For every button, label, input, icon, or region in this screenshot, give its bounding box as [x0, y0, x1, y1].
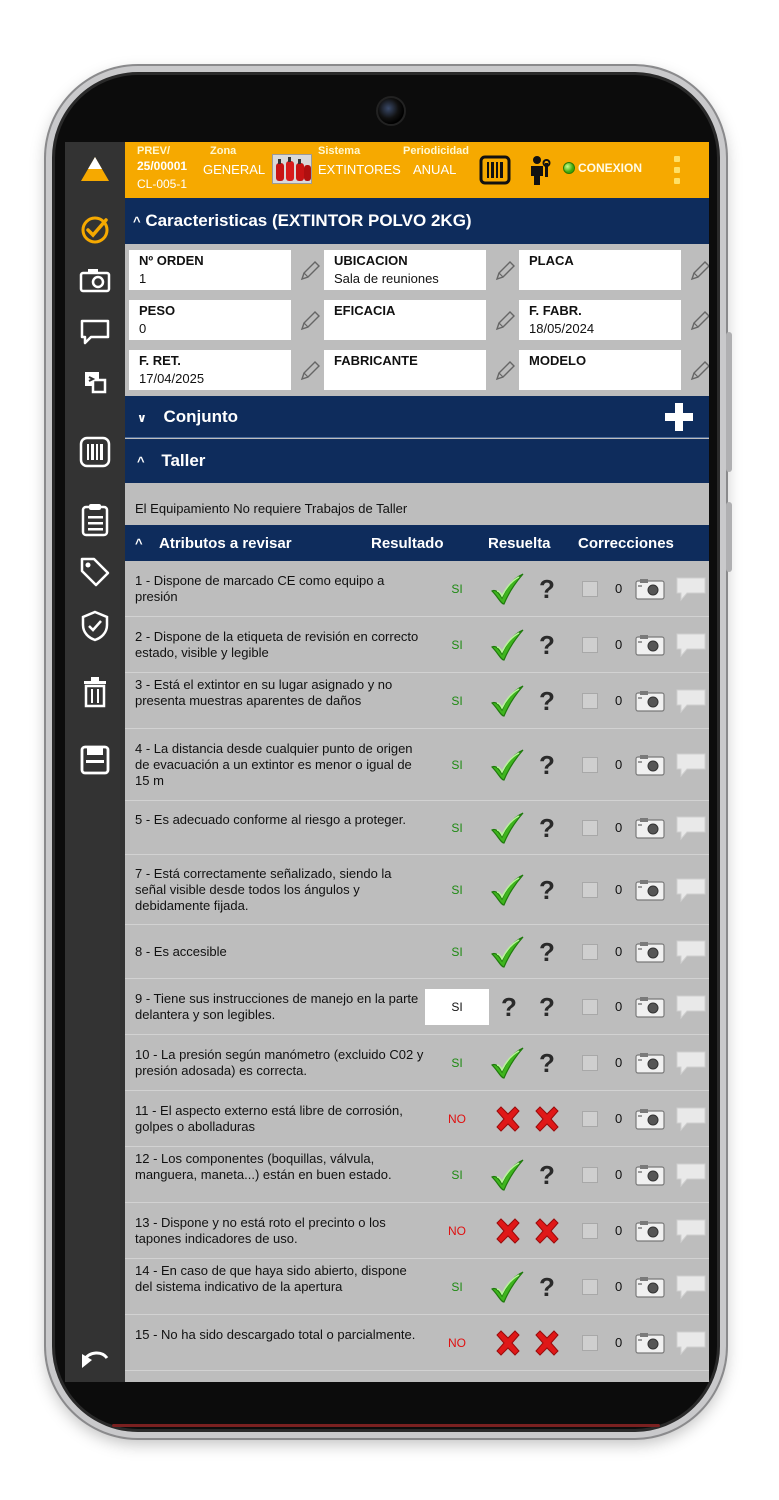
- check-icon[interactable]: [489, 683, 525, 719]
- question-icon[interactable]: [535, 992, 565, 1022]
- photo-camera-icon[interactable]: [635, 1052, 665, 1074]
- photo-camera-icon[interactable]: [635, 1332, 665, 1354]
- correction-checkbox[interactable]: [582, 757, 598, 773]
- resultado-value[interactable]: SI: [451, 582, 463, 596]
- periodicidad-label: Periodicidad: [403, 145, 470, 157]
- attribute-row: [125, 561, 709, 617]
- col-resultado: Resultado: [371, 535, 444, 552]
- barcode-scan-icon[interactable]: [479, 155, 511, 190]
- chevron-down-icon: ∨: [137, 411, 147, 425]
- comment-bubble-icon[interactable]: [675, 1218, 707, 1244]
- resultado-value[interactable]: SI: [451, 1056, 463, 1070]
- atributos-title: Atributos a revisar: [159, 535, 292, 552]
- attribute-row: [125, 617, 709, 673]
- attribute-row: [125, 729, 709, 801]
- svg-text:?: ?: [501, 992, 517, 1022]
- cross-icon[interactable]: [493, 1216, 523, 1246]
- resultado-value[interactable]: SI: [425, 989, 489, 1025]
- correction-checkbox[interactable]: [582, 1335, 598, 1351]
- svg-text:?: ?: [539, 686, 555, 716]
- photo-count: 0: [615, 820, 623, 835]
- photo-count: 0: [615, 1111, 623, 1126]
- photo-count: 0: [615, 637, 623, 652]
- cross-icon[interactable]: [532, 1328, 562, 1358]
- check-icon[interactable]: [489, 872, 525, 908]
- check-icon[interactable]: [489, 810, 525, 846]
- photo-count: 0: [615, 1223, 623, 1238]
- sistema-value: EXTINTORES: [318, 162, 401, 177]
- cross-icon[interactable]: [532, 1216, 562, 1246]
- field-placa[interactable]: [519, 250, 681, 290]
- photo-camera-icon[interactable]: [635, 817, 665, 839]
- comment-bubble-icon[interactable]: [675, 1274, 707, 1300]
- field-label: PLACA: [529, 253, 574, 268]
- resultado-value[interactable]: SI: [451, 1168, 463, 1182]
- check-icon[interactable]: [489, 747, 525, 783]
- field-n-orden[interactable]: [129, 250, 291, 290]
- bezel-accent: [112, 1424, 660, 1427]
- check-icon[interactable]: [489, 1157, 525, 1193]
- app-logo-icon[interactable]: [77, 152, 113, 188]
- tag-icon[interactable]: [77, 554, 113, 590]
- attribute-text: 11 - El aspecto externo está libre de corrosión, golpes o abolladuras: [135, 1103, 403, 1134]
- question-icon[interactable]: [535, 1160, 565, 1190]
- phone-frame: [46, 66, 726, 1438]
- field-f-fabr[interactable]: [519, 300, 681, 340]
- edit-pencil-icon[interactable]: [689, 310, 709, 332]
- photo-count: 0: [615, 944, 623, 959]
- field-label: F. RET.: [139, 353, 181, 368]
- correction-checkbox[interactable]: [582, 1111, 598, 1127]
- comment-bubble-icon[interactable]: [675, 632, 707, 658]
- edit-pencil-icon[interactable]: [494, 360, 516, 382]
- photo-count: 0: [615, 757, 623, 772]
- photo-count: 0: [615, 1335, 623, 1350]
- resultado-value[interactable]: SI: [451, 758, 463, 772]
- svg-text:?: ?: [539, 937, 555, 967]
- add-plus-icon[interactable]: [665, 403, 693, 431]
- photo-camera-icon[interactable]: [635, 1276, 665, 1298]
- caracteristicas-title: Caracteristicas (EXTINTOR POLVO 2KG): [145, 211, 472, 230]
- attribute-row: [125, 1091, 709, 1147]
- svg-text:?: ?: [539, 875, 555, 905]
- attribute-row: [125, 1035, 709, 1091]
- taller-title: Taller: [161, 451, 206, 470]
- resultado-value[interactable]: NO: [448, 1112, 466, 1126]
- question-icon[interactable]: [535, 1272, 565, 1302]
- app-screen: [65, 142, 709, 1382]
- attribute-row: [125, 855, 709, 925]
- attribute-text: 3 - Está el extintor en su lugar asignado y no presenta muestras aparentes de daños: [135, 677, 393, 708]
- field-value: Sala de reuniones: [334, 271, 439, 286]
- field-f-ret[interactable]: [129, 350, 291, 390]
- photo-camera-icon[interactable]: [635, 1220, 665, 1242]
- technician-icon[interactable]: [527, 154, 551, 191]
- question-icon[interactable]: [535, 937, 565, 967]
- resultado-value[interactable]: SI: [451, 945, 463, 959]
- attribute-text: 12 - Los componentes (boquillas, válvula, manguera, maneta...) están en buen estado.: [135, 1151, 392, 1182]
- photo-camera-icon[interactable]: [635, 634, 665, 656]
- attribute-row: [125, 925, 709, 979]
- correction-checkbox[interactable]: [582, 637, 598, 653]
- camera-icon[interactable]: [77, 262, 113, 298]
- comment-bubble-icon[interactable]: [675, 752, 707, 778]
- attribute-row: [125, 1203, 709, 1259]
- svg-text:?: ?: [539, 992, 555, 1022]
- field-modelo[interactable]: [519, 350, 681, 390]
- volume-button: [726, 332, 732, 472]
- question-icon[interactable]: [535, 875, 565, 905]
- attribute-row: [125, 979, 709, 1035]
- svg-text:?: ?: [539, 1048, 555, 1078]
- check-icon[interactable]: [489, 1269, 525, 1305]
- edit-pencil-icon[interactable]: [299, 310, 321, 332]
- taller-header[interactable]: [125, 439, 709, 483]
- resultado-value[interactable]: SI: [451, 1280, 463, 1294]
- field-value: 18/05/2024: [529, 321, 595, 336]
- photo-camera-icon[interactable]: [635, 879, 665, 901]
- correction-checkbox[interactable]: [582, 1167, 598, 1183]
- clipboard-list-icon[interactable]: [77, 502, 113, 538]
- top-bar: [125, 142, 709, 198]
- photo-camera-icon[interactable]: [635, 996, 665, 1018]
- comment-icon[interactable]: [77, 314, 113, 350]
- conjunto-title: Conjunto: [163, 407, 239, 426]
- field-value: 0: [139, 321, 147, 336]
- svg-text:?: ?: [539, 1272, 555, 1302]
- attribute-text: 4 - La distancia desde cualquier punto de origen de evacuación a un extintor es menor o igual de 15 m: [135, 741, 413, 788]
- svg-text:?: ?: [539, 574, 555, 604]
- save-icon[interactable]: [77, 742, 113, 778]
- attribute-text: 15 - No ha sido descargado total o parcialmente.: [135, 1327, 416, 1342]
- resultado-value[interactable]: NO: [448, 1224, 466, 1238]
- code-label: PREV/: [137, 145, 171, 157]
- field-fabricante[interactable]: [324, 350, 486, 390]
- question-icon[interactable]: [497, 992, 527, 1022]
- code-sub: CL-005-1: [137, 177, 188, 191]
- resultado-value[interactable]: SI: [451, 638, 463, 652]
- field-label: EFICACIA: [334, 303, 396, 318]
- field-label: MODELO: [529, 353, 587, 368]
- edit-pencil-icon[interactable]: [689, 260, 709, 282]
- photo-camera-icon[interactable]: [635, 1164, 665, 1186]
- correction-checkbox[interactable]: [582, 882, 598, 898]
- field-label: F. FABR.: [529, 303, 582, 318]
- question-icon[interactable]: [535, 1048, 565, 1078]
- correction-checkbox[interactable]: [582, 581, 598, 597]
- svg-text:?: ?: [539, 750, 555, 780]
- zona-value: GENERAL: [203, 162, 266, 177]
- attribute-row: [125, 801, 709, 855]
- question-icon[interactable]: [535, 750, 565, 780]
- comment-bubble-icon[interactable]: [675, 576, 707, 602]
- cross-icon[interactable]: [493, 1328, 523, 1358]
- svg-text:?: ?: [539, 813, 555, 843]
- check-icon[interactable]: [489, 571, 525, 607]
- attribute-row: [125, 1259, 709, 1315]
- correction-checkbox[interactable]: [582, 999, 598, 1015]
- transfer-icon[interactable]: [77, 364, 113, 400]
- edit-pencil-icon[interactable]: [494, 310, 516, 332]
- attribute-text: 9 - Tiene sus instrucciones de manejo en la parte delantera y son legibles.: [135, 991, 419, 1022]
- comment-bubble-icon[interactable]: [675, 877, 707, 903]
- attribute-text: 2 - Dispone de la etiqueta de revisión en correcto estado, visible y legible: [135, 629, 419, 660]
- question-icon[interactable]: [535, 574, 565, 604]
- sidebar: [65, 142, 125, 1382]
- comment-bubble-icon[interactable]: [675, 939, 707, 965]
- photo-camera-icon[interactable]: [635, 578, 665, 600]
- photo-camera-icon[interactable]: [635, 941, 665, 963]
- photo-count: 0: [615, 882, 623, 897]
- cross-icon[interactable]: [532, 1104, 562, 1134]
- comment-bubble-icon[interactable]: [675, 994, 707, 1020]
- attribute-row: [125, 1315, 709, 1371]
- comment-bubble-icon[interactable]: [675, 815, 707, 841]
- extinguisher-system-image: [272, 154, 312, 184]
- caracteristicas-header[interactable]: [125, 198, 709, 244]
- comment-bubble-icon[interactable]: [675, 688, 707, 714]
- photo-camera-icon[interactable]: [635, 754, 665, 776]
- attribute-text: 7 - Está correctamente señalizado, siendo la señal visible desde todos los ángulos y debidamente fijada.: [135, 866, 392, 913]
- photo-camera-icon[interactable]: [635, 690, 665, 712]
- correction-checkbox[interactable]: [582, 944, 598, 960]
- resultado-value[interactable]: SI: [451, 883, 463, 897]
- comment-bubble-icon[interactable]: [675, 1330, 707, 1356]
- photo-count: 0: [615, 693, 623, 708]
- correction-checkbox[interactable]: [582, 820, 598, 836]
- edit-pencil-icon[interactable]: [299, 360, 321, 382]
- chevron-up-icon: ^: [135, 536, 143, 551]
- question-icon[interactable]: [535, 686, 565, 716]
- comment-bubble-icon[interactable]: [675, 1162, 707, 1188]
- back-arrow-icon[interactable]: [77, 1342, 113, 1378]
- resultado-value[interactable]: SI: [451, 694, 463, 708]
- shield-check-icon[interactable]: [77, 608, 113, 644]
- col-correcciones: Correcciones: [578, 535, 674, 552]
- svg-text:?: ?: [539, 1160, 555, 1190]
- resultado-value[interactable]: SI: [451, 821, 463, 835]
- field-eficacia[interactable]: [324, 300, 486, 340]
- field-label: FABRICANTE: [334, 353, 418, 368]
- cross-icon[interactable]: [493, 1104, 523, 1134]
- field-ubicacion[interactable]: [324, 250, 486, 290]
- barcode-icon[interactable]: [77, 434, 113, 470]
- attribute-text: 14 - En caso de que haya sido abierto, dispone del sistema indicativo de la apertura: [135, 1263, 407, 1294]
- photo-count: 0: [615, 1167, 623, 1182]
- photo-camera-icon[interactable]: [635, 1108, 665, 1130]
- attribute-text: 10 - La presión según manómetro (excluido C02 y presión adosada) es correcta.: [135, 1047, 424, 1078]
- field-label: UBICACION: [334, 253, 408, 268]
- field-value: 1: [139, 271, 147, 286]
- power-button: [726, 502, 732, 572]
- correction-checkbox[interactable]: [582, 1055, 598, 1071]
- edit-pencil-icon[interactable]: [689, 360, 709, 382]
- conjunto-header[interactable]: [125, 396, 709, 438]
- trash-icon[interactable]: [77, 674, 113, 710]
- attribute-text: 8 - Es accesible: [135, 944, 227, 959]
- field-value: 17/04/2025: [139, 371, 205, 386]
- attribute-text: 1 - Dispone de marcado CE como equipo a presión: [135, 573, 385, 604]
- chevron-up-icon: ^: [133, 214, 141, 229]
- question-icon[interactable]: [535, 630, 565, 660]
- photo-count: 0: [615, 1279, 623, 1294]
- field-label: Nº ORDEN: [139, 253, 204, 268]
- correction-checkbox[interactable]: [582, 1223, 598, 1239]
- edit-pencil-icon[interactable]: [299, 260, 321, 282]
- photo-count: 0: [615, 581, 623, 596]
- field-peso[interactable]: [129, 300, 291, 340]
- check-icon[interactable]: [489, 1045, 525, 1081]
- col-resuelta: Resuelta: [488, 535, 551, 552]
- comment-bubble-icon[interactable]: [675, 1106, 707, 1132]
- taller-message: El Equipamiento No requiere Trabajos de Taller: [135, 501, 408, 516]
- connection-status: [563, 161, 642, 175]
- photo-count: 0: [615, 999, 623, 1014]
- chevron-up-icon: ^: [137, 454, 145, 469]
- field-label: PESO: [139, 303, 176, 318]
- attribute-text: 13 - Dispone y no está roto el precinto o los tapones indicadores de uso.: [135, 1215, 386, 1246]
- code-value: 25/00001: [137, 159, 188, 173]
- attribute-text: 5 - Es adecuado conforme al riesgo a proteger.: [135, 812, 406, 827]
- front-camera: [376, 96, 406, 126]
- attribute-row: [125, 1147, 709, 1203]
- sistema-label: Sistema: [318, 145, 361, 157]
- periodicidad-value: ANUAL: [413, 162, 457, 177]
- correction-checkbox[interactable]: [582, 1279, 598, 1295]
- connection-dot-icon: [563, 162, 575, 174]
- zona-label: Zona: [210, 145, 237, 157]
- comment-bubble-icon[interactable]: [675, 1050, 707, 1076]
- check-icon[interactable]: [489, 934, 525, 970]
- more-menu-icon[interactable]: [673, 156, 681, 184]
- connection-label: CONEXION: [578, 161, 643, 175]
- question-icon[interactable]: [535, 813, 565, 843]
- attribute-row: [125, 673, 709, 729]
- photo-count: 0: [615, 1055, 623, 1070]
- svg-text:?: ?: [539, 630, 555, 660]
- checklist-check-icon[interactable]: [77, 212, 113, 248]
- correction-checkbox[interactable]: [582, 693, 598, 709]
- resultado-value[interactable]: NO: [448, 1336, 466, 1350]
- edit-pencil-icon[interactable]: [494, 260, 516, 282]
- atributos-header[interactable]: [125, 525, 709, 561]
- check-icon[interactable]: [489, 627, 525, 663]
